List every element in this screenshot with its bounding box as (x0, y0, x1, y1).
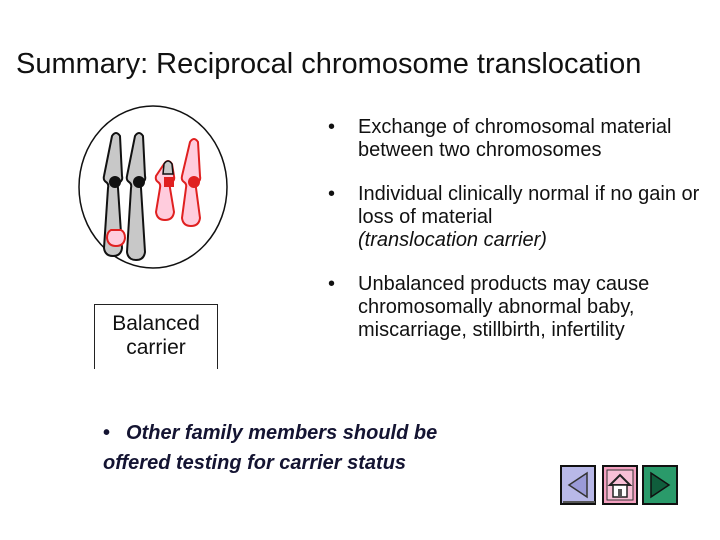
centromere (164, 177, 174, 187)
chromosome-normal-1 (104, 133, 125, 256)
bullet-item (328, 183, 708, 252)
triangle-right-icon (642, 465, 678, 505)
chromosome-normal-2 (127, 133, 146, 260)
chromosome-translocated-1 (156, 161, 175, 220)
caption-line-1: Balanced (112, 312, 200, 335)
caption-line-2: carrier (126, 336, 186, 359)
bullet-italic-note: (translocation carrier) (358, 229, 547, 251)
centromere (109, 176, 121, 188)
home-button[interactable] (602, 465, 638, 505)
triangle-left-icon (560, 465, 596, 505)
bullet-item (328, 116, 708, 162)
chromosome-diagram (76, 102, 236, 272)
cell-outline (79, 106, 227, 268)
bullet-list (328, 116, 708, 363)
bullet-dot: • (328, 116, 336, 138)
centromere (188, 176, 200, 188)
balanced-carrier-label (94, 304, 218, 369)
bullet-item (328, 273, 708, 342)
bullet-text: Individual clinically normal if no gain or loss of material (358, 183, 700, 228)
family-testing-bullet (103, 418, 503, 478)
bullet-dot: • (103, 422, 111, 444)
bullet-text: Exchange of chromosomal material between two chromosomes (358, 116, 672, 161)
chromosome-translocated-2 (182, 139, 201, 226)
previous-slide-button[interactable] (560, 465, 596, 505)
bullet-dot: • (328, 183, 336, 205)
centromere (133, 176, 145, 188)
bullet-dot: • (328, 273, 336, 295)
bullet-text: Unbalanced products may cause chromosomally abnormal baby, miscarriage, stillbirth, infertility (358, 273, 650, 341)
slide-title: Summary: Reciprocal chromosome translocation (16, 48, 642, 80)
house-icon (602, 465, 638, 505)
bullet-text: Other family members should be offered testing for carrier status (103, 422, 438, 474)
next-slide-button[interactable] (642, 465, 678, 505)
